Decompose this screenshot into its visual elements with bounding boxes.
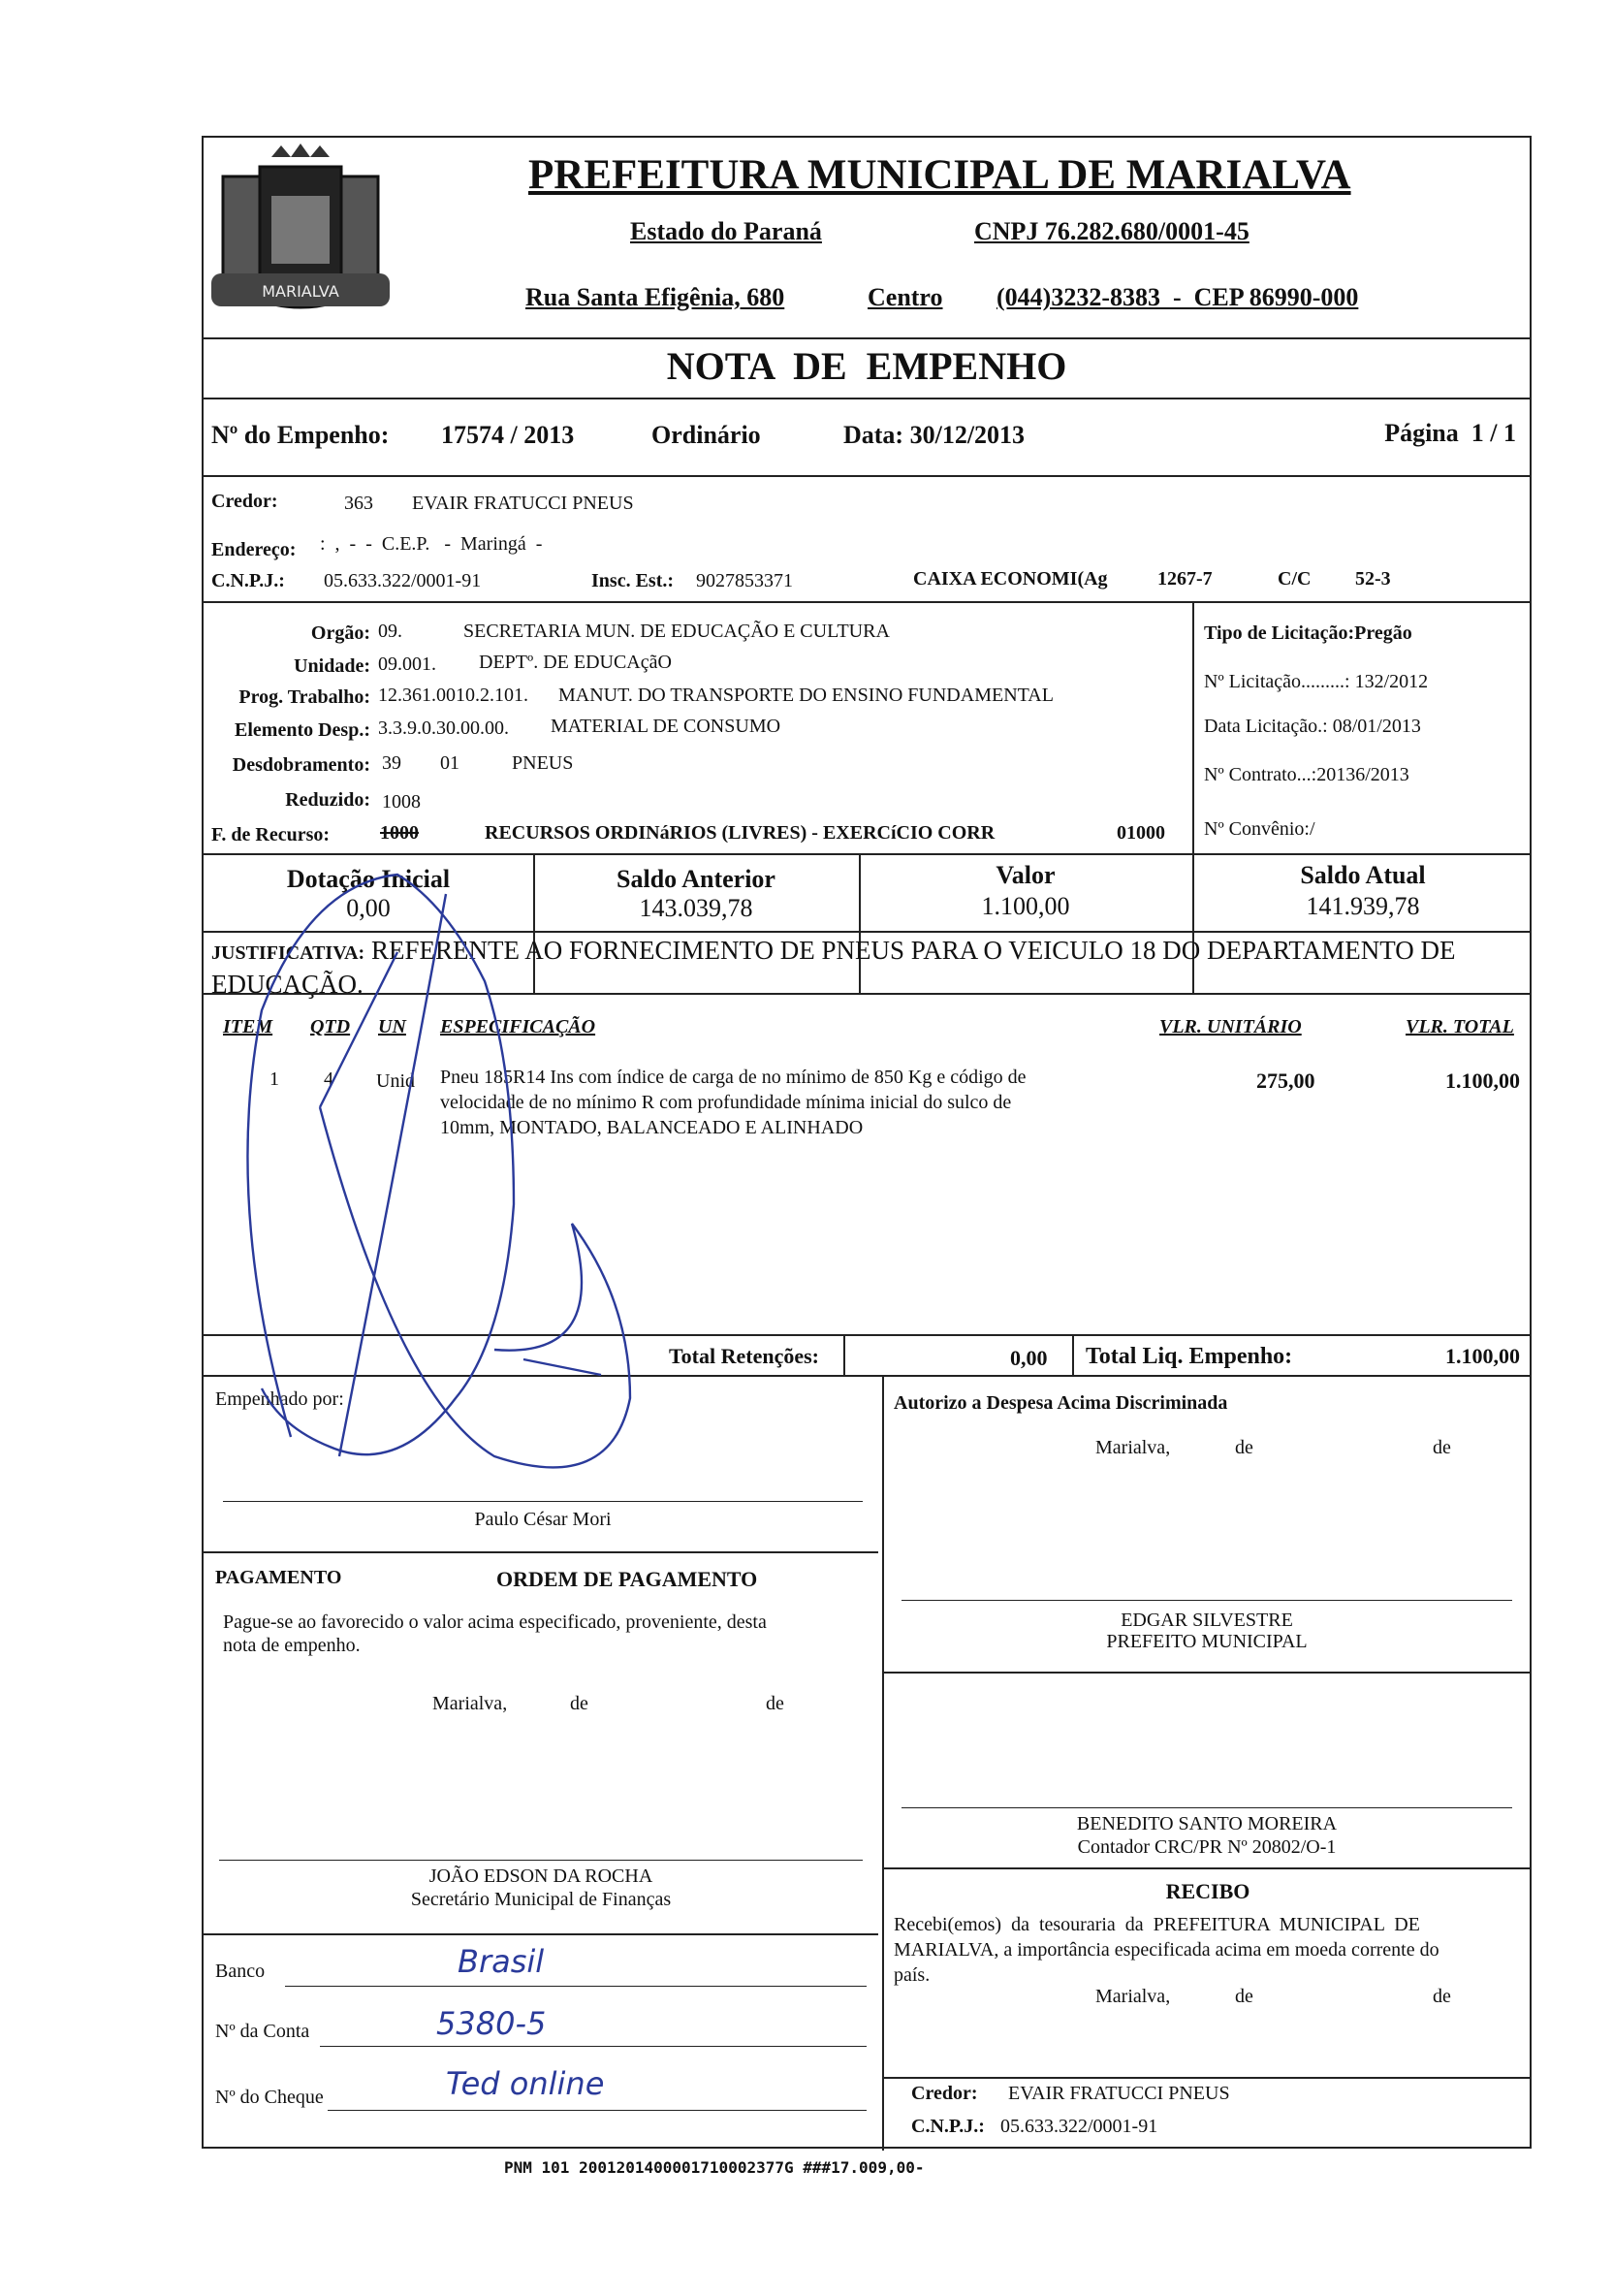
- autorizo-de-2: de: [1433, 1437, 1451, 1458]
- state-name: Estado do Paraná: [630, 217, 822, 245]
- district: Centro: [868, 283, 943, 311]
- cnpj-label: C.N.P.J.:: [211, 570, 285, 591]
- credor-agency: 1267-7: [1157, 568, 1213, 590]
- col-qtd: QTD: [310, 1016, 351, 1037]
- pague-se-text2: nota de empenho.: [223, 1635, 361, 1656]
- pagamento-city: Marialva,: [432, 1693, 508, 1714]
- prog-name: MANUT. DO TRANSPORTE DO ENSINO FUNDAMENTAL: [558, 685, 1054, 706]
- numero-licitacao: Nº Licitação.........: 132/2012: [1204, 671, 1429, 692]
- autorizo-label: Autorizo a Despesa Acima Discriminada: [894, 1392, 1228, 1414]
- empenho-date: Data: 30/12/2013: [843, 421, 1026, 449]
- handwritten-signature: [204, 138, 1534, 2151]
- recibo-de-1: de: [1235, 1986, 1253, 2007]
- cc-label: C/C: [1278, 568, 1312, 590]
- item-total-value: 1.100,00: [1445, 1068, 1520, 1093]
- credor-name: EVAIR FRATUCCI PNEUS: [412, 493, 634, 514]
- conta-value: 5380-5: [436, 2005, 547, 2042]
- item-qtd: 4: [324, 1068, 333, 1090]
- recibo-credor: EVAIR FRATUCCI PNEUS: [1008, 2083, 1230, 2104]
- prog-label: Prog. Trabalho:: [238, 686, 370, 708]
- empenhado-name: Paulo César Mori: [474, 1509, 612, 1530]
- desd-sub: 01: [440, 752, 459, 774]
- prog-code: 12.361.0010.2.101.: [378, 685, 528, 706]
- contador-role: Contador CRC/PR Nº 20802/O-1: [1077, 1836, 1337, 1858]
- secretario-role: Secretário Municipal de Finanças: [410, 1889, 672, 1910]
- valor-value: 1.100,00: [981, 892, 1070, 920]
- empenho-number: 17574 / 2013: [441, 421, 575, 449]
- credor-address: : , - - C.E.P. - Maringá -: [320, 533, 543, 555]
- unidade-name: DEPTº. DE EDUCAçãO: [479, 652, 672, 673]
- empenhado-por-label: Empenhado por:: [215, 1388, 344, 1410]
- item-spec-line3: 10mm, MONTADO, BALANCEADO E ALINHADO: [440, 1117, 864, 1138]
- municipality-title: PREFEITURA MUNICIPAL DE MARIALVA: [528, 152, 1351, 198]
- retencoes-label: Total Retenções:: [669, 1344, 819, 1368]
- cnpj-header: CNPJ 76.282.680/0001-45: [974, 217, 1249, 245]
- col-spec: ESPECIFICAÇÃO: [440, 1016, 596, 1037]
- footer-machine-code: PNM 101 2001201400001710002377G ###17.009,00-: [504, 2158, 925, 2177]
- reduzido-value: 1008: [382, 791, 421, 813]
- recurso-name: RECURSOS ORDINáRIOS (LIVRES) - EXERCíCIO CORR: [485, 822, 996, 844]
- desd-name: PNEUS: [512, 752, 574, 774]
- address-label: Endereço:: [211, 539, 297, 560]
- credor-bank: CAIXA ECONOMI(Ag: [913, 568, 1108, 590]
- pagamento-de-1: de: [570, 1693, 588, 1714]
- phone-cep: (044)3232-8383 - CEP 86990-000: [996, 283, 1359, 311]
- reduzido-label: Reduzido:: [285, 789, 370, 811]
- saldo-atual-value: 141.939,78: [1306, 892, 1420, 920]
- street-address: Rua Santa Efigênia, 680: [525, 283, 785, 311]
- banco-value: Brasil: [458, 1943, 545, 1980]
- empenho-label: Nº do Empenho:: [211, 421, 390, 449]
- cheque-value: Ted online: [446, 2065, 605, 2102]
- item-unit-value: 275,00: [1256, 1068, 1315, 1093]
- credor-cnpj: 05.633.322/0001-91: [324, 570, 482, 591]
- contador-name: BENEDITO SANTO MOREIRA: [1076, 1813, 1338, 1834]
- item-spec-line2: velocidade de no mínimo R com profundidade mínima inicial do sulco de: [440, 1092, 1012, 1113]
- numero-contrato: Nº Contrato...:20136/2013: [1204, 764, 1409, 785]
- recibo-text1: Recebi(emos) da tesouraria da PREFEITURA MUNICIPAL DE: [894, 1914, 1420, 1935]
- credor-cc: 52-3: [1355, 568, 1391, 590]
- secretario-name: JOÃO EDSON DA ROCHA: [428, 1866, 653, 1887]
- page-number: Página 1 / 1: [1384, 419, 1516, 447]
- item-un: Unid: [376, 1070, 415, 1092]
- pague-se-text1: Pague-se ao favorecido o valor acima especificado, proveniente, desta: [223, 1611, 767, 1633]
- prefeito-name: EDGAR SILVESTRE: [1121, 1610, 1293, 1631]
- document-title: NOTA DE EMPENHO: [666, 344, 1067, 388]
- liquido-label: Total Liq. Empenho:: [1086, 1344, 1293, 1369]
- item-spec-line1: Pneu 185R14 Ins com índice de carga de no mínimo de 850 Kg e código de: [440, 1067, 1027, 1088]
- tipo-licitacao: Tipo de Licitação:Pregão: [1204, 622, 1412, 644]
- recibo-cnpj: 05.633.322/0001-91: [1000, 2116, 1158, 2137]
- justificativa-label: JUSTIFICATIVA:: [211, 942, 365, 964]
- dotacao-value: 0,00: [346, 894, 391, 922]
- pagamento-de-2: de: [766, 1693, 784, 1714]
- orgao-name: SECRETARIA MUN. DE EDUCAÇÃO E CULTURA: [463, 621, 890, 642]
- desd-code: 39: [382, 752, 401, 774]
- autorizo-de-1: de: [1235, 1437, 1253, 1458]
- col-un: UN: [378, 1016, 406, 1037]
- recurso-num: 01000: [1117, 822, 1165, 844]
- unidade-code: 09.001.: [378, 654, 436, 675]
- seal-lettering: MARIALVA: [262, 282, 339, 301]
- item-number: 1: [269, 1068, 279, 1090]
- orgao-code: 09.: [378, 621, 402, 642]
- recibo-cnpj-label: C.N.P.J.:: [911, 2116, 985, 2137]
- numero-convenio: Nº Convênio:/: [1204, 818, 1315, 840]
- nota-empenho-form: [202, 136, 1532, 2149]
- desd-label: Desdobramento:: [232, 754, 370, 776]
- conta-label: Nº da Conta: [215, 2021, 310, 2042]
- recibo-city: Marialva,: [1095, 1986, 1171, 2007]
- col-total: VLR. TOTAL: [1406, 1016, 1514, 1037]
- elem-name: MATERIAL DE CONSUMO: [551, 716, 781, 737]
- elem-code: 3.3.9.0.30.00.00.: [378, 718, 509, 739]
- dotacao-label: Dotação Inicial: [286, 865, 451, 893]
- col-unit: VLR. UNITÁRIO: [1159, 1016, 1302, 1037]
- credor-insc: 9027853371: [696, 570, 793, 591]
- liquido-value: 1.100,00: [1445, 1344, 1520, 1368]
- unidade-label: Unidade:: [294, 655, 370, 677]
- autorizo-city: Marialva,: [1095, 1437, 1171, 1458]
- col-item: ITEM: [223, 1016, 273, 1037]
- ordem-pagamento-label: ORDEM DE PAGAMENTO: [496, 1567, 758, 1591]
- recibo-text2: MARIALVA, a importância especificada acima em moeda corrente do: [894, 1939, 1439, 1961]
- cheque-label: Nº do Cheque: [215, 2087, 324, 2108]
- justificativa-text: REFERENTE AO FORNECIMENTO DE PNEUS PARA O VEICULO 18 DO DEPARTAMENTO DE EDUCAÇÃO.: [211, 936, 1456, 999]
- data-licitacao: Data Licitação.: 08/01/2013: [1204, 716, 1421, 737]
- retencoes-value: 0,00: [1010, 1346, 1048, 1370]
- prefeito-role: PREFEITO MUNICIPAL: [1106, 1631, 1308, 1652]
- recurso-code: 1000: [380, 822, 419, 844]
- saldo-atual-label: Saldo Atual: [1300, 861, 1426, 889]
- banco-label: Banco: [215, 1961, 266, 1982]
- recibo-credor-label: Credor:: [911, 2083, 978, 2104]
- empenho-kind: Ordinário: [651, 421, 761, 449]
- saldo-anterior-label: Saldo Anterior: [617, 865, 775, 893]
- elem-label: Elemento Desp.:: [235, 719, 370, 741]
- pagamento-label: PAGAMENTO: [215, 1567, 342, 1588]
- credor-label: Credor:: [211, 491, 278, 512]
- recibo-de-2: de: [1433, 1986, 1451, 2007]
- valor-label: Valor: [996, 861, 1056, 889]
- recibo-text3: país.: [894, 1964, 931, 1986]
- recurso-label: F. de Recurso:: [211, 824, 331, 845]
- insc-label: Insc. Est.:: [591, 570, 675, 591]
- orgao-label: Orgão:: [310, 622, 370, 644]
- recibo-title: RECIBO: [1165, 1879, 1250, 1903]
- saldo-anterior-value: 143.039,78: [639, 894, 753, 922]
- credor-code: 363: [344, 493, 373, 514]
